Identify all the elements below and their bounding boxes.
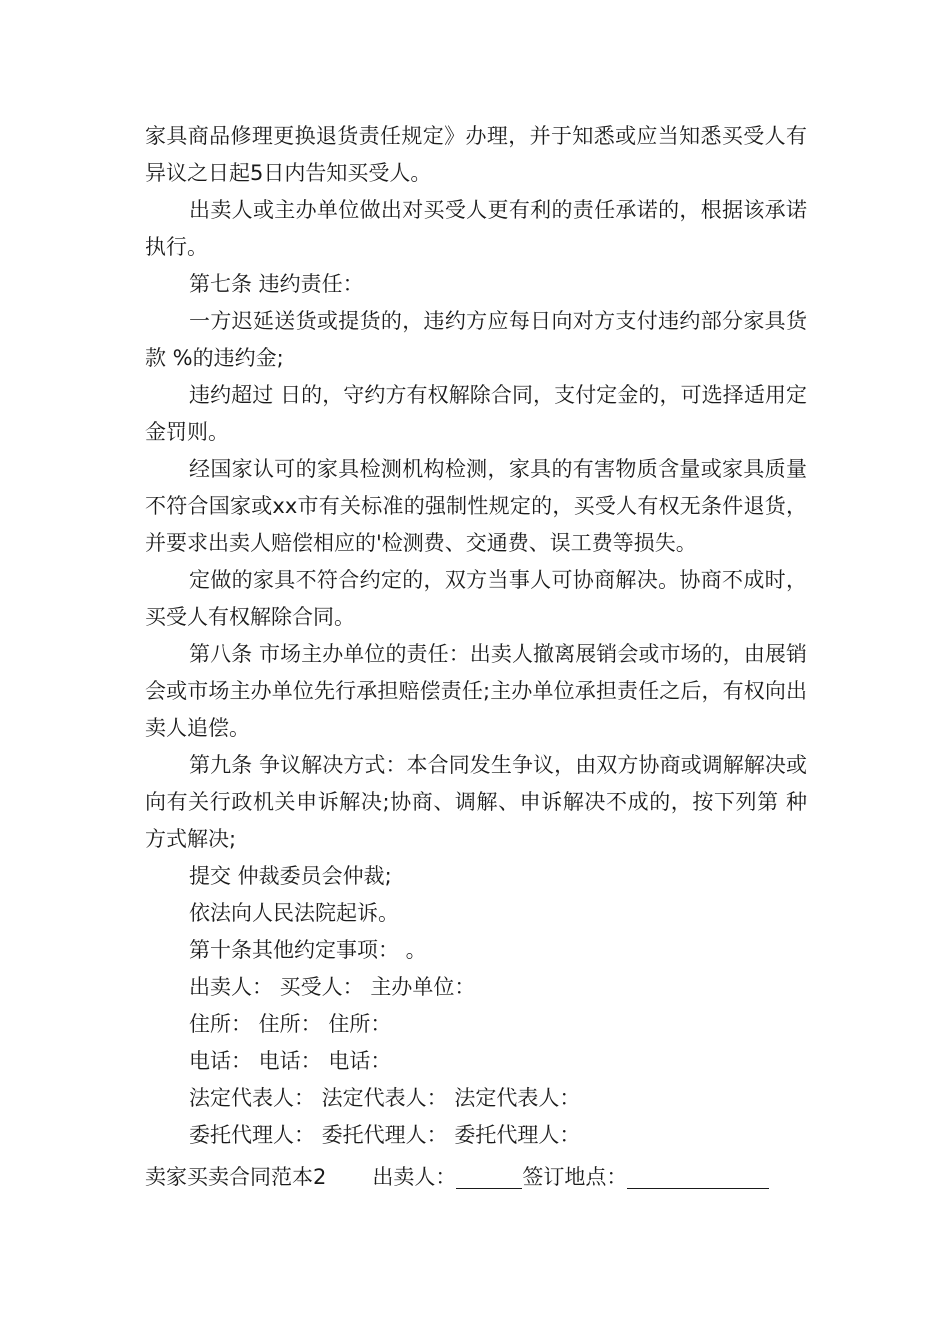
document-body (145, 118, 807, 1154)
seller-label: 出卖人： (372, 1165, 457, 1189)
signature-line: 出卖人： 买受人： 主办单位： (189, 975, 476, 999)
paragraph: 经国家认可的家具检测机构检测，家具的有害物质含量或家具质量不符合国家或xx市有关标准的强制性规定的，买受人有权无条件退货，并要求出卖人赔偿相应的'检测费、交通费、误工费等损失。 (145, 457, 807, 555)
seller-blank-field[interactable] (456, 1159, 522, 1189)
signing-place-label: 签订地点： (522, 1165, 628, 1189)
signature-line: 住所： 住所： 住所： (189, 1012, 392, 1036)
section-heading: 第七条 违约责任： (189, 272, 364, 296)
signature-line: 电话： 电话： 电话： (189, 1049, 392, 1073)
paragraph: 提交 仲裁委员会仲裁; (189, 864, 392, 888)
next-contract-title: 卖家买卖合同范本2 (145, 1165, 327, 1189)
section-heading: 第十条其他约定事项： 。 (189, 938, 427, 962)
next-contract-header (145, 1159, 807, 1196)
paragraph: 一方迟延送货或提货的，违约方应每日向对方支付违约部分家具货款 %的违约金; (145, 309, 807, 370)
paragraph: 第八条 市场主办单位的责任：出卖人撤离展销会或市场的，由展销会或市场主办单位先行承担赔偿责任;主办单位承担责任之后，有权向出卖人追偿。 (145, 642, 807, 740)
signature-line: 法定代表人： 法定代表人： 法定代表人： (189, 1086, 581, 1110)
paragraph: 违约超过 日的，守约方有权解除合同，支付定金的，可选择适用定金罚则。 (145, 383, 807, 444)
signing-place-blank-field[interactable] (627, 1159, 769, 1189)
paragraph: 家具商品修理更换退货责任规定》办理，并于知悉或应当知悉买受人有异议之日起5日内告知买受人。 (145, 124, 807, 185)
paragraph: 出卖人或主办单位做出对买受人更有利的责任承诺的，根据该承诺执行。 (145, 198, 807, 259)
signature-line: 委托代理人： 委托代理人： 委托代理人： (189, 1123, 581, 1147)
paragraph: 定做的家具不符合约定的，双方当事人可协商解决。协商不成时，买受人有权解除合同。 (145, 568, 807, 629)
paragraph: 第九条 争议解决方式：本合同发生争议，由双方协商或调解解决或向有关行政机关申诉解决;协商、调解、申诉解决不成的，按下列第 种方式解决; (145, 753, 807, 851)
paragraph: 依法向人民法院起诉。 (189, 901, 399, 925)
